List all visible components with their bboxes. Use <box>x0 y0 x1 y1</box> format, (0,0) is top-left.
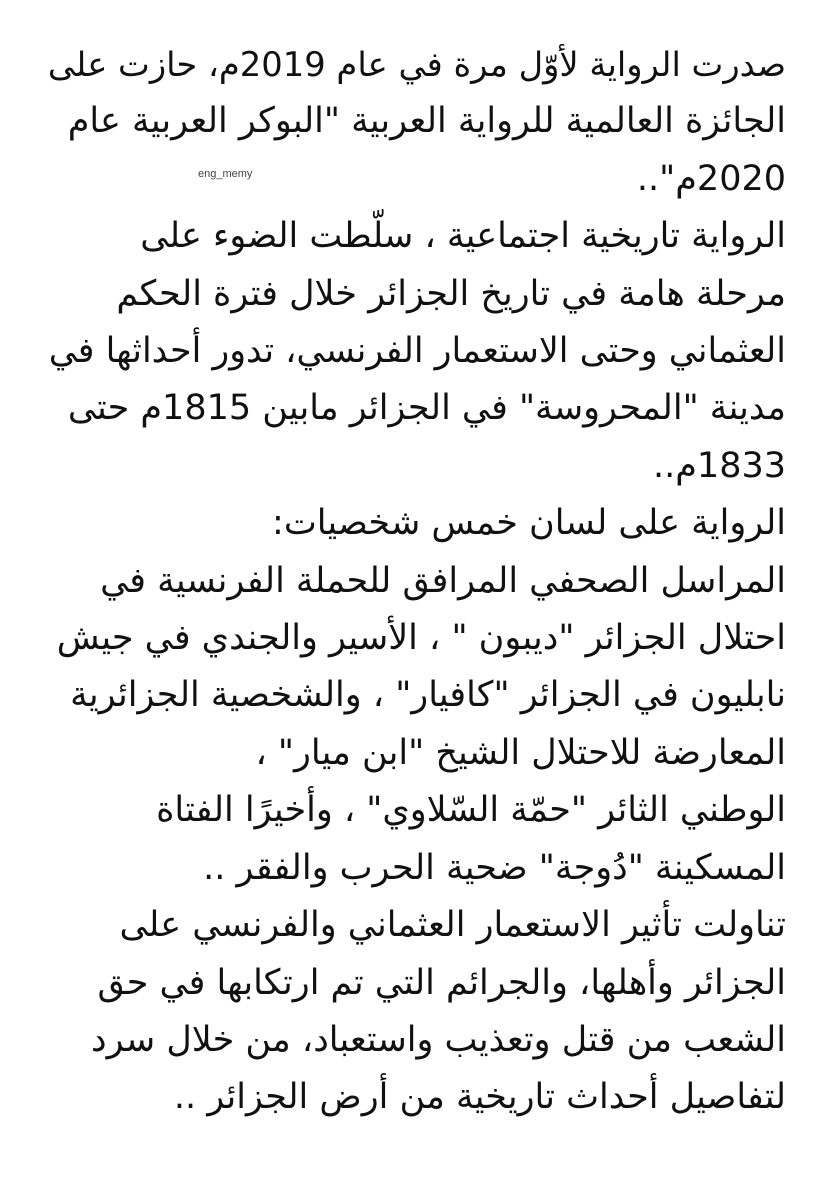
text-line-12: نابليون في الجزائر "كافيار" ، والشخصية الجزائرية <box>70 675 786 716</box>
text-line-11: احتلال الجزائر "ديبون " ، الأسير والجندي في جيش <box>56 618 786 659</box>
text-line-8: 1833م.. <box>653 445 786 486</box>
text-line-1: صدرت الرواية لأوّل مرة في عام 2019م، حازت على <box>47 45 786 84</box>
text-line-15: المسكينة "دُوجة" ضحية الحرب والفقر .. <box>203 847 786 888</box>
text-line-18: الشعب من قتل وتعذيب واستعباد، من خلال سرد <box>90 1019 786 1060</box>
text-line-5: مرحلة هامة في تاريخ الجزائر خلال فترة الحكم <box>116 273 786 314</box>
text-line-17: الجزائر وأهلها، والجرائم التي تم ارتكابها في حق <box>97 962 786 1003</box>
text-line-13: المعارضة للاحتلال الشيخ "ابن ميار" ، <box>255 732 786 773</box>
text-line-14: الوطني الثائر "حمّة السّلاوي" ، وأخيرًا الفتاة <box>156 790 786 831</box>
text-line-3: 2020م".. <box>636 158 786 199</box>
text-line-4: الرواية تاريخية اجتماعية ، سلّطت الضوء على <box>140 216 786 257</box>
text-line-6: العثماني وحتى الاستعمار الفرنسي، تدور أحداثها في <box>48 331 786 372</box>
text-line-16: تناولت تأثير الاستعمار العثماني والفرنسي على <box>119 905 786 946</box>
text-line-7: مدينة "المحروسة" في الجزائر مابين 1815م حتى <box>67 388 786 429</box>
text-line-9: الرواية على لسان خمس شخصيات: <box>272 503 786 544</box>
text-line-10: المراسل الصحفي المرافق للحملة الفرنسية في <box>100 560 786 601</box>
text-line-2: الجائزة العالمية للرواية العربية "البوكر العربية عام <box>67 101 786 142</box>
document-body <box>48 36 786 1127</box>
username-watermark: eng_memy <box>198 168 253 180</box>
text-line-19: لتفاصيل أحداث تاريخية من أرض الجزائر .. <box>173 1077 786 1118</box>
